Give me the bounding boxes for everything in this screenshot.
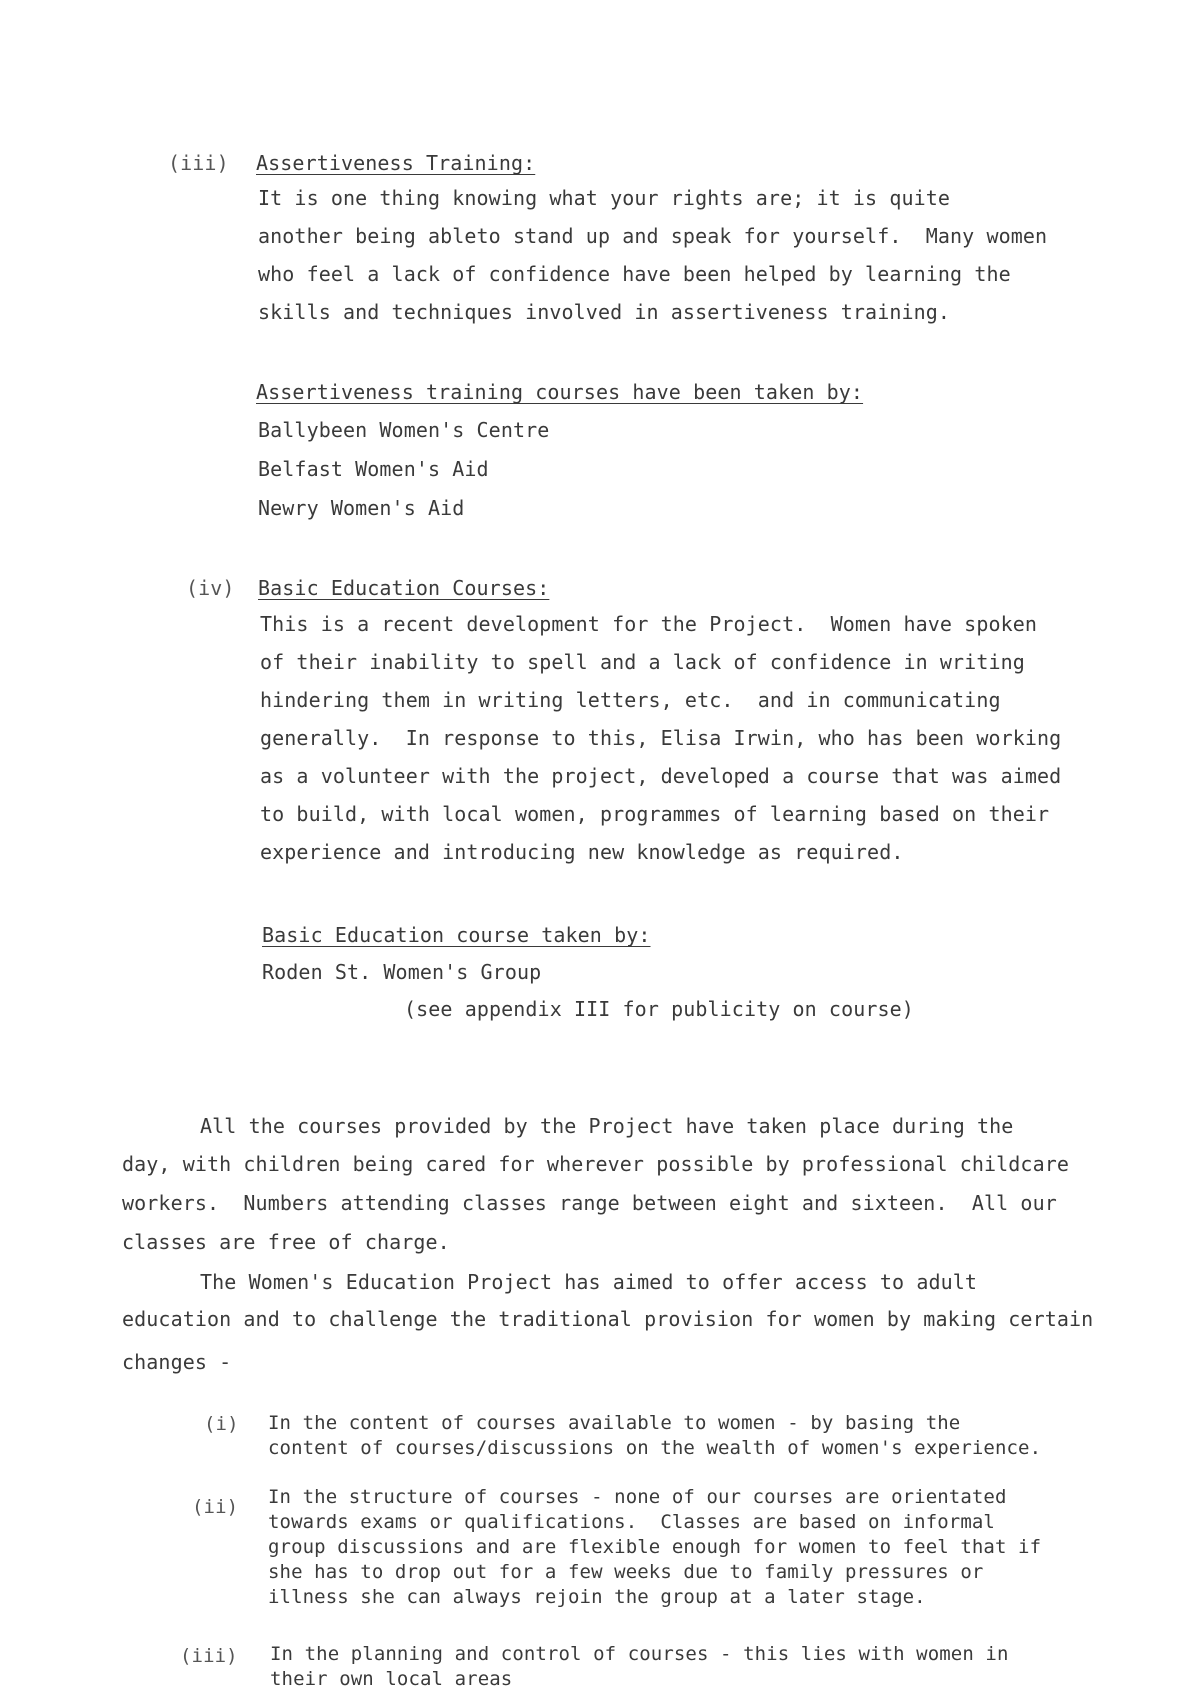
section-iv-heading: Basic Education Courses: — [258, 576, 550, 600]
section-iii-body-line: who feel a lack of confidence have been helped by learning the — [258, 262, 1011, 286]
section-iv-numeral: (iv) — [186, 576, 235, 600]
change-line: illness she can always rejoin the group at a later stage. — [268, 1586, 926, 1608]
change-line: content of courses/discussions on the wealth of women's experience. — [268, 1437, 1042, 1459]
list-item: Newry Women's Aid — [258, 496, 465, 520]
section-iii-body-line: skills and techniques involved in assertiveness training. — [258, 300, 951, 324]
change-line: she has to drop out for a few weeks due to family pressures or — [268, 1561, 984, 1583]
paragraph-2-line: The Women's Education Project has aimed to offer access to adult — [200, 1270, 978, 1294]
section-iv-body-line: as a volunteer with the project, developed a course that was aimed — [260, 764, 1062, 788]
section-iv-body-line: to build, with local women, programmes of learning based on their — [260, 802, 1050, 826]
change-line: group discussions and are flexible enough for women to feel that if — [268, 1536, 1042, 1558]
paragraph-1-line: day, with children being cared for wherever possible by professional childcare — [122, 1152, 1069, 1176]
section-iv-note: (see appendix III for publicity on course) — [404, 997, 914, 1021]
section-iii-body-line: It is one thing knowing what your rights are; it is quite — [258, 186, 951, 210]
paragraph-1-line: classes are free of charge. — [122, 1230, 450, 1254]
section-iii-body-line: another being ableto stand up and speak for yourself. Many women — [258, 224, 1048, 248]
change-line: In the structure of courses - none of our courses are orientated — [268, 1486, 1007, 1508]
section-iii-heading: Assertiveness Training: — [256, 151, 536, 175]
change-line: their own local areas — [270, 1668, 513, 1690]
change-line: In the planning and control of courses - this lies with women in — [270, 1643, 1009, 1665]
section-iv-taken-by-heading: Basic Education course taken by: — [262, 923, 651, 947]
change-iii-text — [270, 1643, 1009, 1690]
section-iv-body-line: hindering them in writing letters, etc. and in communicating — [260, 688, 1001, 712]
paragraph-1-line: All the courses provided by the Project have taken place during the — [200, 1114, 1014, 1138]
change-iii-numeral: (iii) — [180, 1645, 238, 1667]
section-iv-body-line: experience and introducing new knowledge as required. — [260, 840, 904, 864]
section-iii-taken-by-list — [258, 418, 549, 520]
paragraph-2-line: education and to challenge the traditional provision for women by making certain — [122, 1307, 1094, 1331]
paragraph-1-line: workers. Numbers attending classes range between eight and sixteen. All our — [122, 1191, 1057, 1215]
section-iv-body-line: of their inability to spell and a lack of confidence in writing — [260, 650, 1025, 674]
list-item: Ballybeen Women's Centre — [258, 418, 550, 442]
section-iii-numeral: (iii) — [168, 151, 229, 175]
section-iv-body-line: This is a recent development for the Project. Women have spoken — [260, 612, 1038, 636]
change-i-numeral: (i) — [204, 1413, 239, 1435]
change-line: In the content of courses available to women - by basing the — [268, 1412, 961, 1434]
paragraph-2-line: changes - — [122, 1350, 232, 1374]
list-item: Belfast Women's Aid — [258, 457, 489, 481]
section-iv-body — [260, 612, 1061, 864]
change-i-text — [268, 1412, 1041, 1459]
section-iii-taken-by-heading: Assertiveness training courses have been taken by: — [256, 380, 864, 404]
section-iii-body — [258, 186, 1047, 324]
change-line: towards exams or qualifications. Classes are based on informal — [268, 1511, 995, 1533]
section-iv-body-line: generally. In response to this, Elisa Irwin, who has been working — [260, 726, 1062, 750]
list-item: Roden St. Women's Group — [262, 960, 542, 984]
change-ii-numeral: (ii) — [192, 1496, 239, 1518]
change-ii-text — [268, 1486, 1041, 1608]
